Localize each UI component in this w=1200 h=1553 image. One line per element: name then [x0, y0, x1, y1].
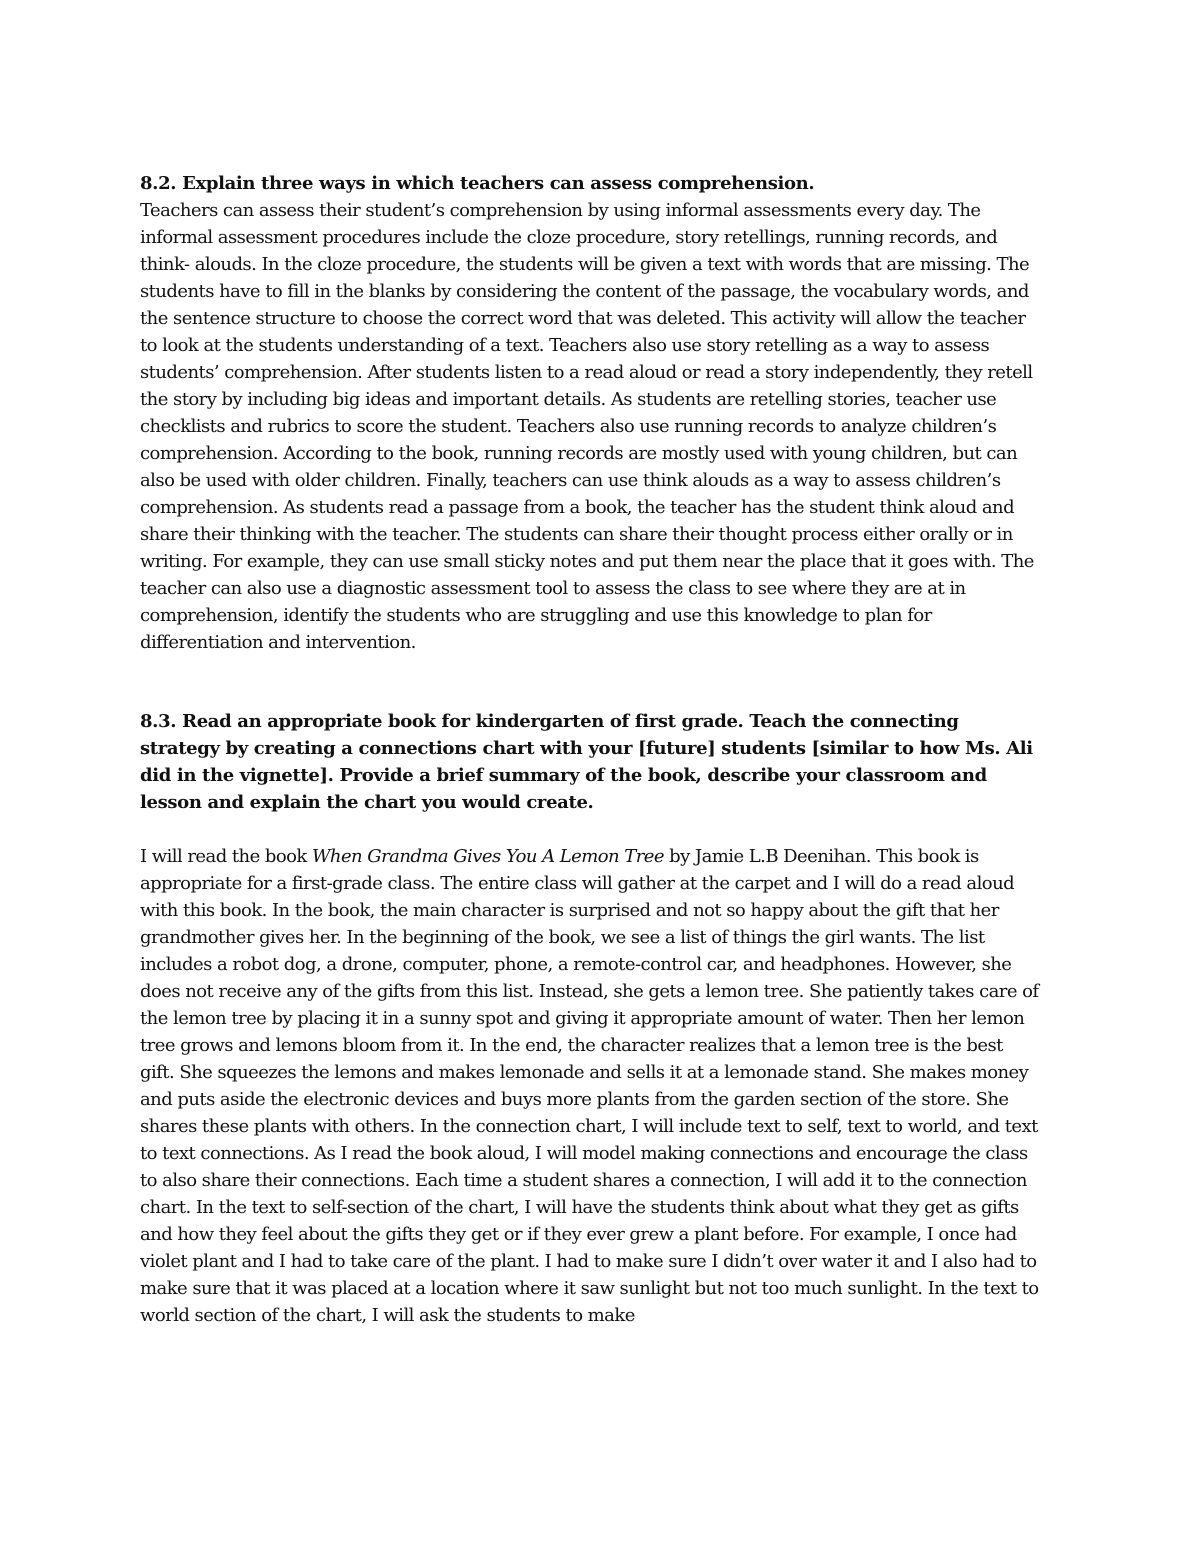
question-8-2-heading: 8.2. Explain three ways in which teachers can assess comprehension.	[140, 173, 815, 194]
book-title: When Grandma Gives You A Lemon Tree	[311, 846, 664, 867]
document-page	[140, 170, 1040, 1329]
answer-text-body: by Jamie L.B Deenihan. This book is appropriate for a first-grade class. The entire class will gather at the carpet and I will do a read aloud with this book. In the book, the main character is surprised and not so happy about the gift that her grandmother gives her. In the beginning of the book, we see a list of things the girl wants. The list includes a robot dog, a drone, computer, phone, a remote-control car, and headphones. However, she does not receive any of the gifts from this list. Instead, she gets a lemon tree. She patiently takes care of the lemon tree by placing it in a sunny spot and giving it appropriate amount of water. Then her lemon tree grows and lemons bloom from it. In the end, the character realizes that a lemon tree is the best gift. She squeezes the lemons and makes lemonade and sells it at a lemonade stand. She makes money and puts aside the electronic devices and buys more plants from the garden section of the store. She shares these plants with others. In the connection chart, I will include text to self, text to world, and text to text connections. As I read the book aloud, I will model making connections and encourage the class to also share their connections. Each time a student shares a connection, I will add it to the connection chart. In the text to self-section of the chart, I will have the students think about what they get as gifts and how they feel about the gifts they get or if they ever grew a plant before. For example, I once had violet plant and I had to take care of the plant. I had to make sure I didn’t over water it and I also had to make sure that it was placed at a location where it saw sunlight but not too much sunlight. In the text to world section of the chart, I will ask the students to make	[140, 846, 1039, 1326]
question-8-3-heading: 8.3. Read an appropriate book for kindergarten of first grade. Teach the connecting strategy by creating a connections chart with your [future] students [similar to how Ms. Ali did in the vignette]. Provide a brief summary of the book, describe your classroom and lesson and explain the chart you would create.	[140, 711, 1033, 813]
answer-8-2-paragraph: Teachers can assess their student’s comprehension by using informal assessments every day. The informal assessment procedures include the cloze procedure, story retellings, running records, and think- alouds. In the cloze procedure, the students will be given a text with words that are missing. The students have to fill in the blanks by considering the content of the passage, the vocabulary words, and the sentence structure to choose the correct word that was deleted. This activity will allow the teacher to look at the students understanding of a text. Teachers also use story retelling as a way to assess students’ comprehension. After students listen to a read aloud or read a story independently, they retell the story by including big ideas and important details. As students are retelling stories, teacher use checklists and rubrics to score the student. Teachers also use running records to analyze children’s comprehension. According to the book, running records are mostly used with young children, but can also be used with older children. Finally, teachers can use think alouds as a way to assess children’s comprehension. As students read a passage from a book, the teacher has the student think aloud and share their thinking with the teacher. The students can share their thought process either orally or in writing. For example, they can use small sticky notes and put them near the place that it goes with. The teacher can also use a diagnostic assessment tool to assess the class to see where they are at in comprehension, identify the students who are struggling and use this knowledge to plan for differentiation and intervention.	[140, 200, 1034, 653]
answer-text-intro: I will read the book	[140, 846, 312, 867]
answer-8-3-paragraph	[140, 843, 1040, 1329]
